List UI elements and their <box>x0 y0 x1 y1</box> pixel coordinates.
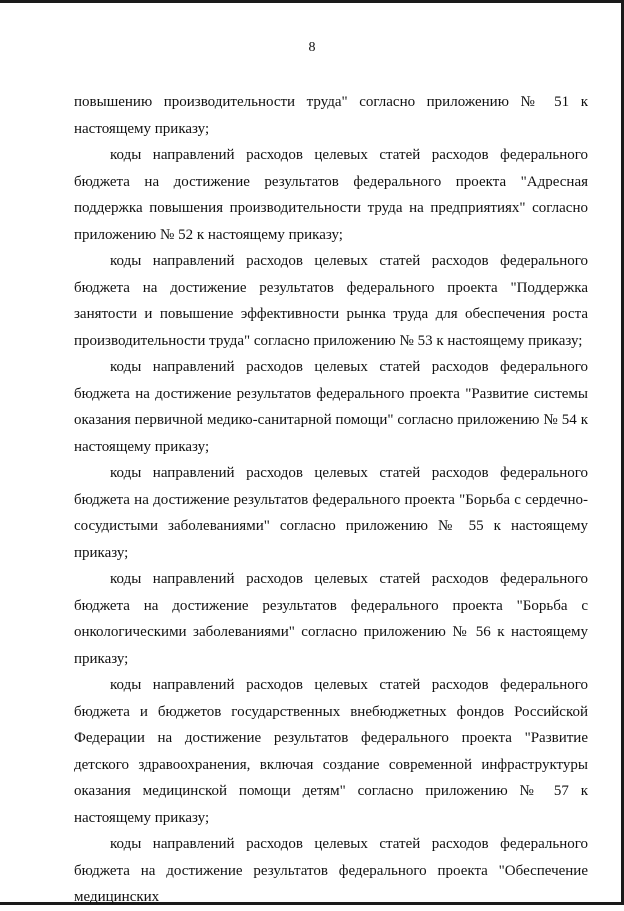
paragraph-1: повышению производительности труда" согласно приложению № 51 к настоящему приказу; <box>74 94 588 137</box>
paragraph-4: коды направлений расходов целевых статей расходов федерального бюджета на достижение результатов федерального проекта "Развитие системы оказания первичной медико-санитарной помощи" согласно приложению № 54 к настоящему приказу; <box>74 359 588 455</box>
paragraph-7: коды направлений расходов целевых статей расходов федерального бюджета и бюджетов государственных внебюджетных фондов Российской Федерации на достижение результатов федерального проекта "Развитие детского здравоохранения, включая создание современной инфраструктуры оказания медицинской помощи детям" согласно приложению № 57 к настоящему приказу; <box>74 677 588 826</box>
scan-border-top <box>0 0 624 3</box>
paragraph-6: коды направлений расходов целевых статей расходов федерального бюджета на достижение результатов федерального проекта "Борьба с онкологическими заболеваниями" согласно приложению № 56 к настоящему приказу; <box>74 571 588 667</box>
paragraph-8: коды направлений расходов целевых статей расходов федерального бюджета на достижение результатов федерального проекта "Обеспечение медицинских <box>74 836 588 905</box>
paragraph-3: коды направлений расходов целевых статей расходов федерального бюджета на достижение результатов федерального проекта "Поддержка занятости и повышение эффективности рынка труда для обеспечения роста производительности труда" согласно приложению № 53 к настоящему приказу; <box>74 253 588 349</box>
document-body <box>74 89 588 911</box>
paragraph-2: коды направлений расходов целевых статей расходов федерального бюджета на достижение результатов федерального проекта "Адресная поддержка повышения производительности труда на предприятиях" согласно приложению № 52 к настоящему приказу; <box>74 147 588 243</box>
paragraph-5: коды направлений расходов целевых статей расходов федерального бюджета на достижение результатов федерального проекта "Борьба с сердечно-сосудистыми заболеваниями" согласно приложению № 55 к настоящему приказу; <box>74 465 588 561</box>
page-number: 8 <box>308 40 316 55</box>
